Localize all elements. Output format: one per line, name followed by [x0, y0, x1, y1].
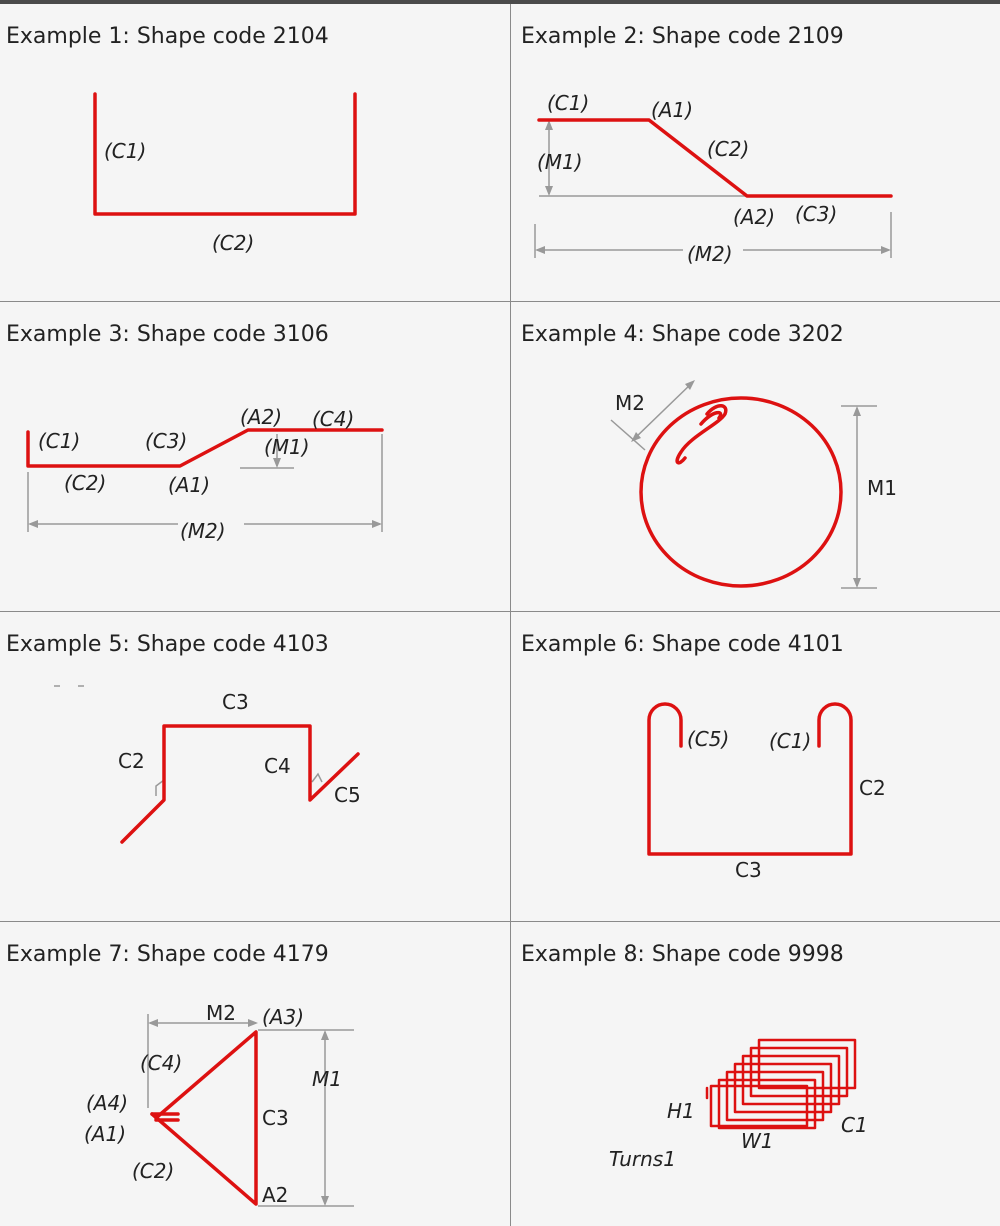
example-6-title: Example 6: Shape code 4101	[521, 632, 844, 657]
label-a2: (A2)	[733, 205, 776, 229]
label-m2: (M2)	[687, 242, 733, 266]
arrow-icon	[248, 1019, 258, 1027]
arrow-icon	[545, 186, 553, 196]
label-c1: (C1)	[38, 429, 81, 453]
example-6-shape	[511, 612, 1000, 921]
label-h1: H1	[667, 1099, 695, 1123]
label-turns1: Turns1	[609, 1147, 676, 1171]
arrow-icon	[372, 520, 382, 528]
example-2-cell	[511, 4, 1000, 301]
label-c4: C4	[264, 754, 291, 778]
example-3-cell	[0, 302, 490, 611]
label-m1: M1	[312, 1067, 342, 1091]
label-c2: C2	[859, 776, 886, 800]
bar-shape-9998-coil	[707, 1040, 855, 1128]
label-m2: M2	[615, 391, 645, 415]
label-a3: (A3)	[262, 1005, 305, 1029]
label-c4: (C4)	[140, 1051, 183, 1075]
label-c2: (C2)	[212, 231, 255, 255]
arrow-icon	[321, 1196, 329, 1206]
example-7-cell	[0, 922, 490, 1226]
angle-mark	[312, 774, 322, 782]
label-c5: C5	[334, 783, 361, 807]
label-a4: (A4)	[86, 1091, 129, 1115]
label-w1: W1	[741, 1129, 774, 1153]
label-a1: (A1)	[168, 473, 211, 497]
label-c1: (C1)	[769, 729, 812, 753]
arrow-icon	[28, 520, 38, 528]
label-c3: C3	[735, 858, 762, 882]
example-8-title: Example 8: Shape code 9998	[521, 942, 844, 967]
arrow-icon	[853, 578, 861, 588]
example-8-shape	[511, 922, 1000, 1226]
label-c3: (C3)	[145, 429, 188, 453]
example-5-shape	[0, 612, 510, 921]
label-m1: (M1)	[264, 435, 310, 459]
example-2-shape	[511, 4, 1000, 301]
label-c3: C3	[262, 1106, 289, 1130]
arrow-icon	[853, 406, 861, 416]
example-5-title: Example 5: Shape code 4103	[6, 632, 329, 657]
bar-shape-4103	[122, 726, 358, 842]
example-4-shape	[511, 302, 1000, 611]
label-a1: (A1)	[84, 1122, 127, 1146]
bar-shape-4101	[649, 704, 851, 854]
label-c3: C3	[222, 690, 249, 714]
label-c1: C1	[841, 1113, 868, 1137]
example-4-title: Example 4: Shape code 3202	[521, 322, 844, 347]
label-a2: A2	[262, 1183, 289, 1207]
example-1-shape	[0, 4, 510, 301]
arrow-icon	[881, 246, 891, 254]
label-c2: (C2)	[64, 471, 107, 495]
arrow-icon	[148, 1019, 158, 1027]
example-1-title: Example 1: Shape code 2104	[6, 24, 329, 49]
label-c4: (C4)	[312, 407, 355, 431]
example-7-shape	[0, 922, 510, 1226]
label-c2: (C2)	[707, 137, 750, 161]
example-3-shape	[0, 302, 510, 611]
label-m2: (M2)	[180, 519, 226, 543]
example-6-cell	[511, 612, 1000, 921]
dim-tick-m2	[611, 420, 645, 450]
example-2-title: Example 2: Shape code 2109	[521, 24, 844, 49]
example-4-cell	[511, 302, 1000, 611]
example-8-cell	[511, 922, 1000, 1226]
label-c3: (C3)	[795, 202, 838, 226]
label-m1: (M1)	[537, 150, 583, 174]
example-3-title: Example 3: Shape code 3106	[6, 322, 329, 347]
bar-shape-3106	[28, 430, 382, 466]
arrow-icon	[273, 458, 281, 468]
example-5-cell	[0, 612, 490, 921]
arrow-icon	[535, 246, 545, 254]
label-a1: (A1)	[651, 98, 694, 122]
label-c1: (C1)	[547, 91, 590, 115]
bar-shape-3202-coil	[641, 398, 841, 586]
label-c1: (C1)	[104, 139, 147, 163]
arrow-icon	[321, 1030, 329, 1040]
label-a2: (A2)	[240, 405, 283, 429]
label-m1: M1	[867, 476, 897, 500]
example-1-cell	[0, 4, 490, 301]
label-c2: C2	[118, 749, 145, 773]
label-c2: (C2)	[132, 1159, 175, 1183]
label-c5: (C5)	[687, 727, 730, 751]
example-7-title: Example 7: Shape code 4179	[6, 942, 329, 967]
label-m2: M2	[206, 1001, 236, 1025]
